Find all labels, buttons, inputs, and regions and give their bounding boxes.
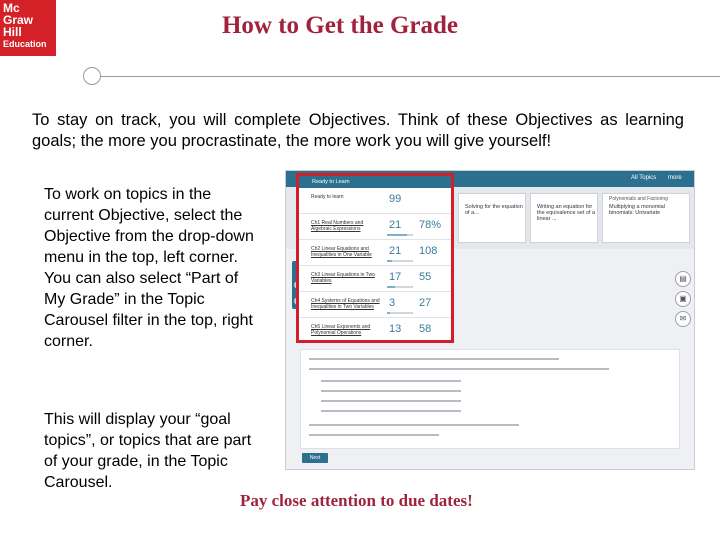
divider-line bbox=[92, 76, 720, 77]
dropdown-item[interactable]: Ch4 Systems of Equations and Inequalities in Two Variables 3 27 bbox=[299, 292, 451, 318]
slide-title: How to Get the Grade bbox=[221, 12, 459, 39]
instruction-paragraph: To work on topics in the current Objective, select the Objective from the drop-down menu in the top, left corner. You can also select “Part of My Grade” in the Topic Carousel filter in the top, right corner. bbox=[44, 186, 254, 350]
progress-bar bbox=[387, 286, 413, 288]
more-menu[interactable]: more bbox=[668, 175, 682, 181]
due-dates-warning: Pay close attention to due dates! bbox=[240, 491, 473, 510]
divider-circle bbox=[83, 67, 101, 85]
calculator-icon[interactable]: ▤ bbox=[675, 271, 691, 287]
progress-bar bbox=[387, 234, 413, 236]
reference-icon[interactable]: ▣ bbox=[675, 291, 691, 307]
dropdown-item[interactable]: Ch3 Linear Equations in Two Variables 17 55 bbox=[299, 266, 451, 292]
aleks-screenshot bbox=[285, 170, 695, 470]
dropdown-item[interactable]: Ch2 Linear Equations and Inequalities in One Variable 21 108 bbox=[299, 240, 451, 266]
topic-card[interactable]: Solving for the equation of a... bbox=[458, 193, 526, 243]
intro-paragraph: To stay on track, you will complete Objectives. Think of these Objectives as learning goals; the more you procrastinate, the more work you will give yourself! bbox=[32, 111, 684, 150]
dropdown-item[interactable]: Ch5 Linear Exponents and Polynomial Operations 13 58 bbox=[311, 323, 432, 336]
topic-card[interactable]: Writing an equation for the equivalence set of a linear ... bbox=[530, 193, 598, 243]
progress-bar bbox=[387, 312, 413, 314]
message-icon[interactable]: ✉ bbox=[675, 311, 691, 327]
goal-topics-paragraph: This will display your “goal topics”, or topics that are part of your grade, in the Topic Carousel. bbox=[44, 411, 252, 491]
lesson-content bbox=[300, 349, 680, 449]
topic-filter[interactable]: All Topics bbox=[631, 175, 657, 181]
dropdown-header[interactable]: Ready to Learn bbox=[299, 176, 451, 188]
next-button[interactable]: Next bbox=[302, 453, 328, 463]
progress-bar bbox=[387, 260, 413, 262]
mcgraw-hill-logo: Mc Graw Hill Education bbox=[0, 0, 56, 56]
objective-dropdown[interactable] bbox=[296, 173, 454, 343]
topic-card[interactable]: Polynomials and Factoring Multiplying a monomial binomials: Univariate bbox=[602, 193, 690, 243]
dropdown-item[interactable]: Ready to learn 99 bbox=[299, 188, 451, 214]
dropdown-item[interactable]: Ch1 Real Numbers and Algebraic Expressions 21 78% bbox=[299, 214, 451, 240]
